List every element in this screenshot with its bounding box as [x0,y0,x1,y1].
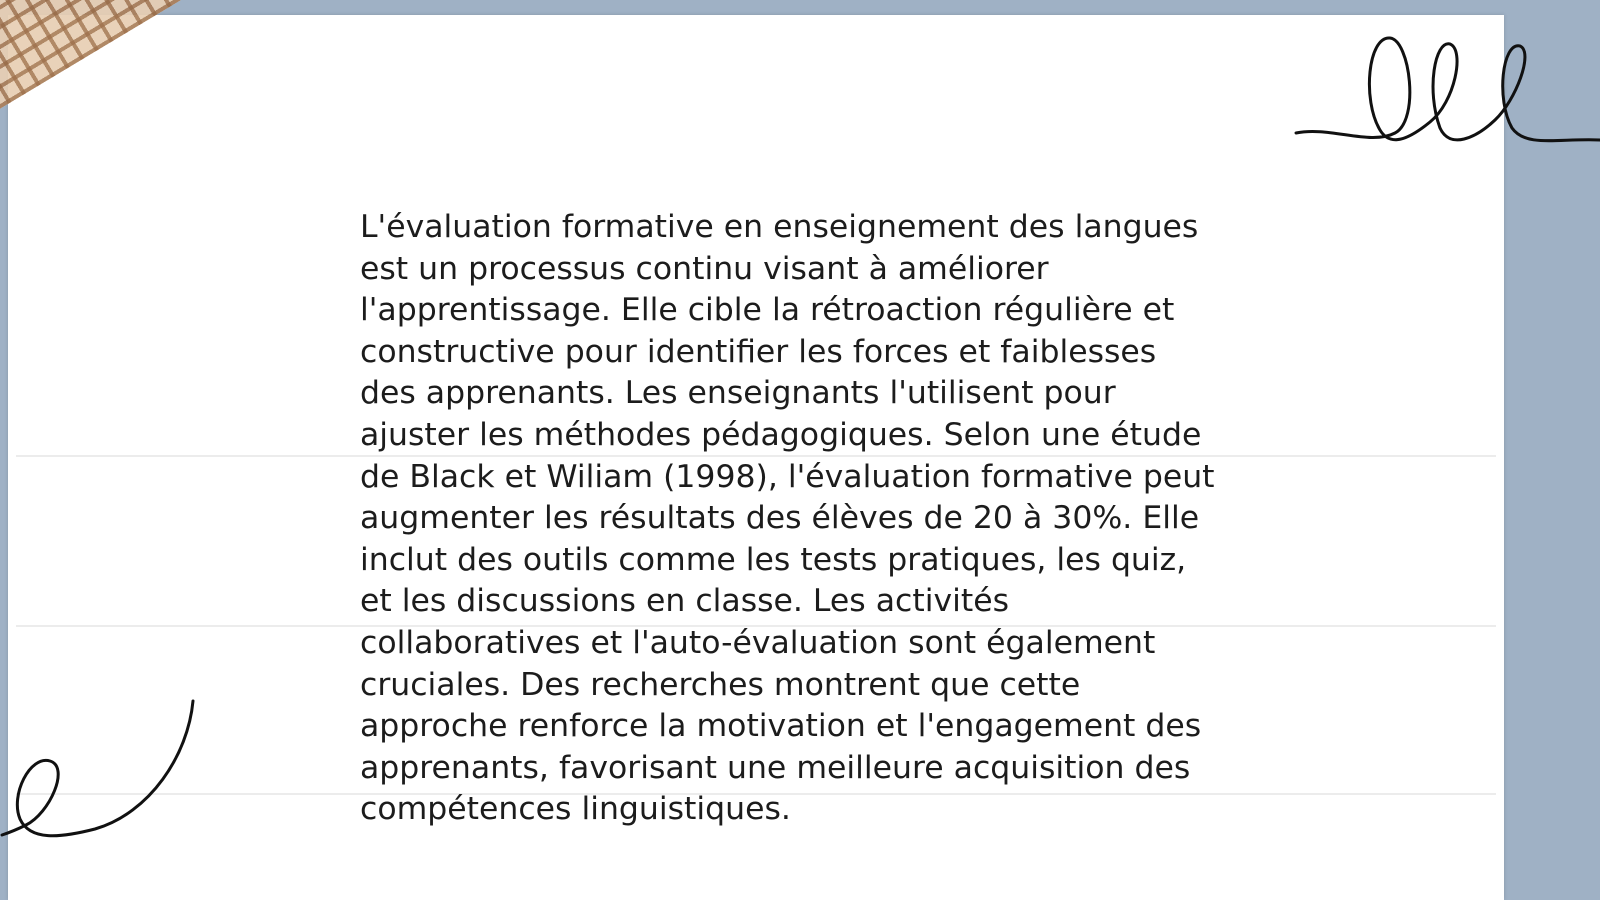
text-line: et les discussions en classe. Les activités [360,583,1009,620]
text-line: collaboratives et l'auto-évaluation sont également [360,624,1156,661]
text-line: de Black et Wiliam (1998), l'évaluation formative peut [360,458,1215,495]
text-line: compétences linguistiques. [360,791,791,828]
text-line: constructive pour identifier les forces et faiblesses [360,333,1157,370]
body-paragraph [360,207,1240,831]
loop-scribble-icon [1290,30,1600,170]
text-line: L'évaluation formative en enseignement des langues [360,209,1199,245]
text-line: l'apprentissage. Elle cible la rétroaction régulière et [360,292,1175,329]
text-line: des apprenants. Les enseignants l'utilisent pour [360,375,1116,412]
text-line: augmenter les résultats des élèves de 20 à 30%. Elle [360,500,1200,537]
text-line: cruciales. Des recherches montrent que cette [360,666,1081,703]
text-line: approche renforce la motivation et l'engagement des [360,708,1202,745]
text-line: apprenants, favorisant une meilleure acquisition des [360,749,1191,786]
swirl-scribble-icon [0,695,200,855]
text-line: est un processus continu visant à améliorer [360,250,1049,287]
text-line: inclut des outils comme les tests pratiques, les quiz, [360,541,1187,578]
text-line: ajuster les méthodes pédagogiques. Selon une étude [360,416,1202,453]
